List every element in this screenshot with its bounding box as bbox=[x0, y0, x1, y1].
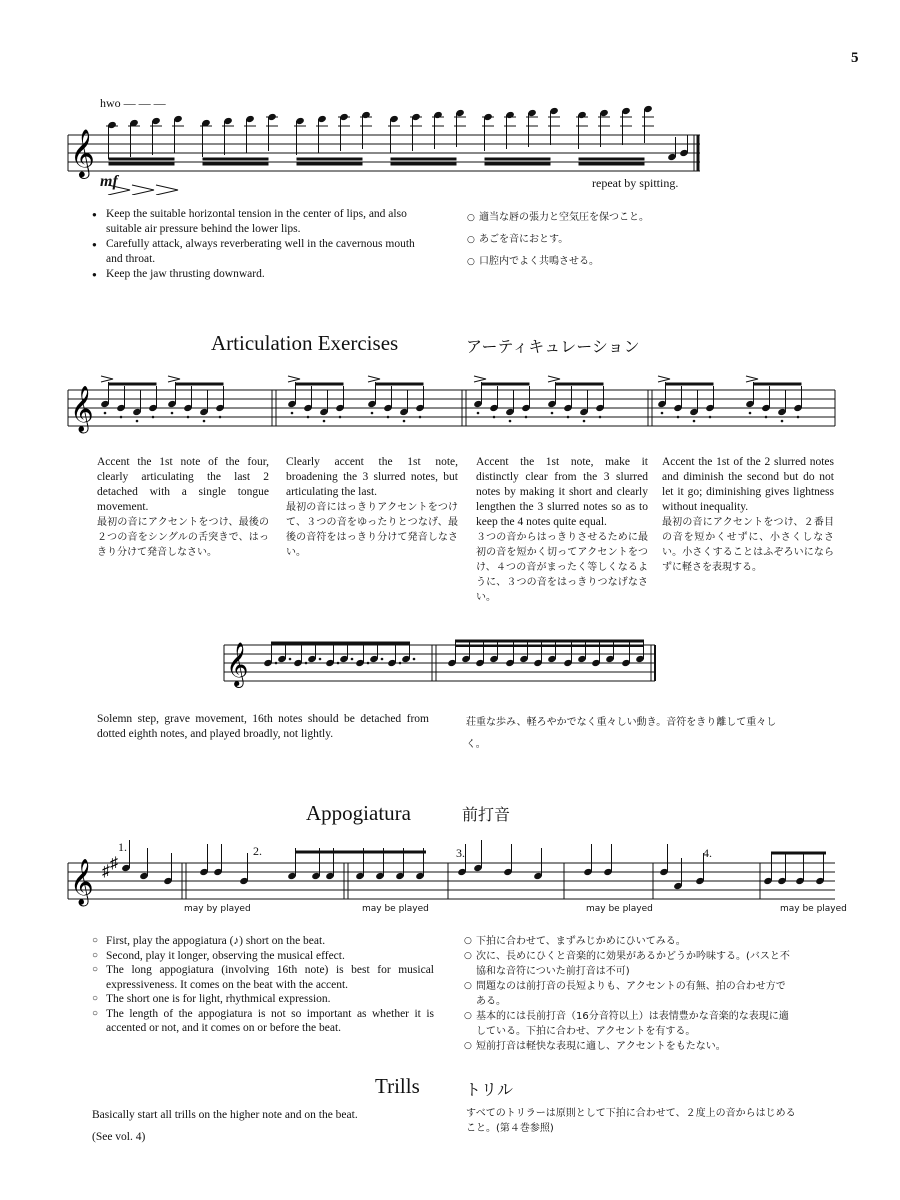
appog-number-3: 3. bbox=[456, 846, 465, 860]
list-item: ○ The length of the appogiatura is not so important as whether it is accented or not, and it comes on or before the beat. bbox=[92, 1007, 434, 1036]
appog-number-2: 2. bbox=[253, 844, 262, 858]
treble-clef-icon: 𝄞 bbox=[226, 644, 249, 686]
treble-clef-icon: 𝄞 bbox=[70, 386, 94, 431]
appogiatura-title: Appogiatura bbox=[306, 801, 411, 825]
bullet-item: ○ 口腔内でよく共鳴させる。 bbox=[467, 251, 787, 273]
appog-caption-4: may be played bbox=[780, 904, 847, 914]
articulation-col-2 bbox=[286, 455, 458, 560]
trills-see-note: (See vol. 4) bbox=[92, 1131, 146, 1143]
dynamic-mf: mf bbox=[100, 173, 118, 190]
col-jp-text: 最初の音にはっきりアクセントをつけて、３つの音をゆったりとつなげ、最後の音符をはっきり分けて発音しなさい。 bbox=[286, 502, 458, 558]
sharp-icon: ♯ bbox=[110, 855, 118, 872]
col-en-text: Accent the 1st note of the four, clearly articulating the last 2 detached with a single tongue movement. bbox=[97, 456, 269, 513]
col-en-text: Accent the 1st of the 2 slurred notes and diminish the second but do not let it go; diminishing gives lightness without inequality. bbox=[662, 456, 834, 513]
appog-caption-3: may be played bbox=[586, 904, 653, 914]
trills-jp-text: すべてのトリラーは原則として下拍に合わせて、２度上の音からはじめること。(第４巻参照) bbox=[466, 1108, 796, 1134]
page-number: 5 bbox=[851, 50, 859, 66]
col-jp-text: ３つの音からはっきりさせるために最初の音を短かく切ってアクセントをつけ、４つの音がまったく等しくなるように、３つの音をはっきりつなげなさい。 bbox=[476, 532, 648, 603]
appog-caption-2: may be played bbox=[362, 904, 429, 914]
dotted-en-text: Solemn step, grave movement, 16th notes should be detached from dotted eighth notes, and played broadly, not lightly. bbox=[97, 713, 429, 740]
appog-jp-list bbox=[464, 934, 794, 1054]
trills-title-jp: トリル bbox=[465, 1080, 514, 1099]
list-item: ○ 次に、長めにひくと音楽的に効果があるかどうか吟味する。(バスと不協和な音符についた前打音は不可) bbox=[464, 949, 794, 979]
section1-jp-bullets bbox=[467, 207, 787, 273]
articulation-col-1 bbox=[97, 455, 269, 560]
music-staff-2 bbox=[60, 370, 840, 445]
section1-en-bullets bbox=[92, 207, 434, 282]
col-en-text: Clearly accent the 1st note, broadening the 3 slurred notes, but articulating the last. bbox=[286, 456, 458, 498]
list-item: ○ 短前打音は軽快な表現に適し、アクセントをもたない。 bbox=[464, 1039, 794, 1054]
articulation-title: Articulation Exercises bbox=[211, 331, 399, 355]
bullet-item: ○ 適当な唇の張力と空気圧を保つこと。 bbox=[467, 207, 787, 229]
list-item: ○ 問題なのは前打音の長短よりも、アクセントの有無、拍の合わせ方である。 bbox=[464, 979, 794, 1009]
bullet-item: ● Keep the suitable horizontal tension in the center of lips, and also suitable air pressure behind the lower lips. bbox=[92, 207, 434, 237]
articulation-title-jp: アーティキュレーション bbox=[466, 337, 640, 356]
direction-hwo: hwo — — — bbox=[100, 96, 166, 110]
bullet-item: ● Keep the jaw thrusting downward. bbox=[92, 267, 434, 282]
trills-title: Trills bbox=[375, 1074, 420, 1098]
appog-en-list bbox=[92, 934, 434, 1036]
list-item: ○ The long appogiatura (involving 16th note) is best for musical expressiveness. It comes on the beat with the accent. bbox=[92, 963, 434, 992]
articulation-col-3 bbox=[476, 455, 648, 605]
appogiatura-title-jp: 前打音 bbox=[462, 805, 511, 824]
col-jp-text: 最初の音にアクセントをつけ、２番目の音を短かくせずに、小さくしなさい。小さくすることはふぞろいにならずに軽さを表現する。 bbox=[662, 517, 834, 573]
repeat-note: repeat by spitting. bbox=[592, 176, 679, 190]
col-jp-text: 最初の音にアクセントをつけ、最後の２つの音をシングルの舌突きで、はっきり分けて発音しなさい。 bbox=[97, 517, 269, 558]
list-item: ○ 下拍に合わせて、まずみじかめにひいてみる。 bbox=[464, 934, 794, 949]
music-staff-3 bbox=[220, 635, 660, 695]
list-item: ○ Second, play it longer, observing the musical effect. bbox=[92, 949, 434, 964]
treble-clef-icon: 𝄞 bbox=[70, 131, 95, 177]
articulation-col-4 bbox=[662, 455, 834, 575]
bullet-item: ○ あごを音におとす。 bbox=[467, 229, 787, 251]
sharp-icon: ♯ bbox=[102, 863, 110, 880]
appog-number-4: 4. bbox=[703, 846, 712, 860]
trills-en-text: Basically start all trills on the higher note and on the beat. bbox=[92, 1109, 358, 1121]
col-en-text: Accent the 1st note, make it distinctly clear from the 3 slurred notes by making it short and clearly lengthen the 3 slurred notes so as to keep the 4 notes quite equal. bbox=[476, 456, 648, 528]
appog-caption-1: may by played bbox=[184, 904, 251, 914]
music-staff-4 bbox=[60, 838, 840, 928]
bullet-item: ● Carefully attack, always reverberating well in the cavernous mouth and throat. bbox=[92, 237, 434, 267]
appog-number-1: 1. bbox=[118, 840, 127, 854]
list-item: ○ First, play the appogiatura (♪) short on the beat. bbox=[92, 934, 434, 949]
dotted-jp-text: 荘重な歩み、軽ろやかでなく重々しい動き。音符をきり離して重々しく。 bbox=[466, 717, 777, 750]
treble-clef-icon: 𝄞 bbox=[70, 859, 94, 904]
list-item: ○ 基本的には長前打音（16分音符以上）は表情豊かな音楽的な表現に適している。下拍に合わせ、アクセントを有する。 bbox=[464, 1009, 794, 1039]
list-item: ○ The short one is for light, rhythmical expression. bbox=[92, 992, 434, 1007]
